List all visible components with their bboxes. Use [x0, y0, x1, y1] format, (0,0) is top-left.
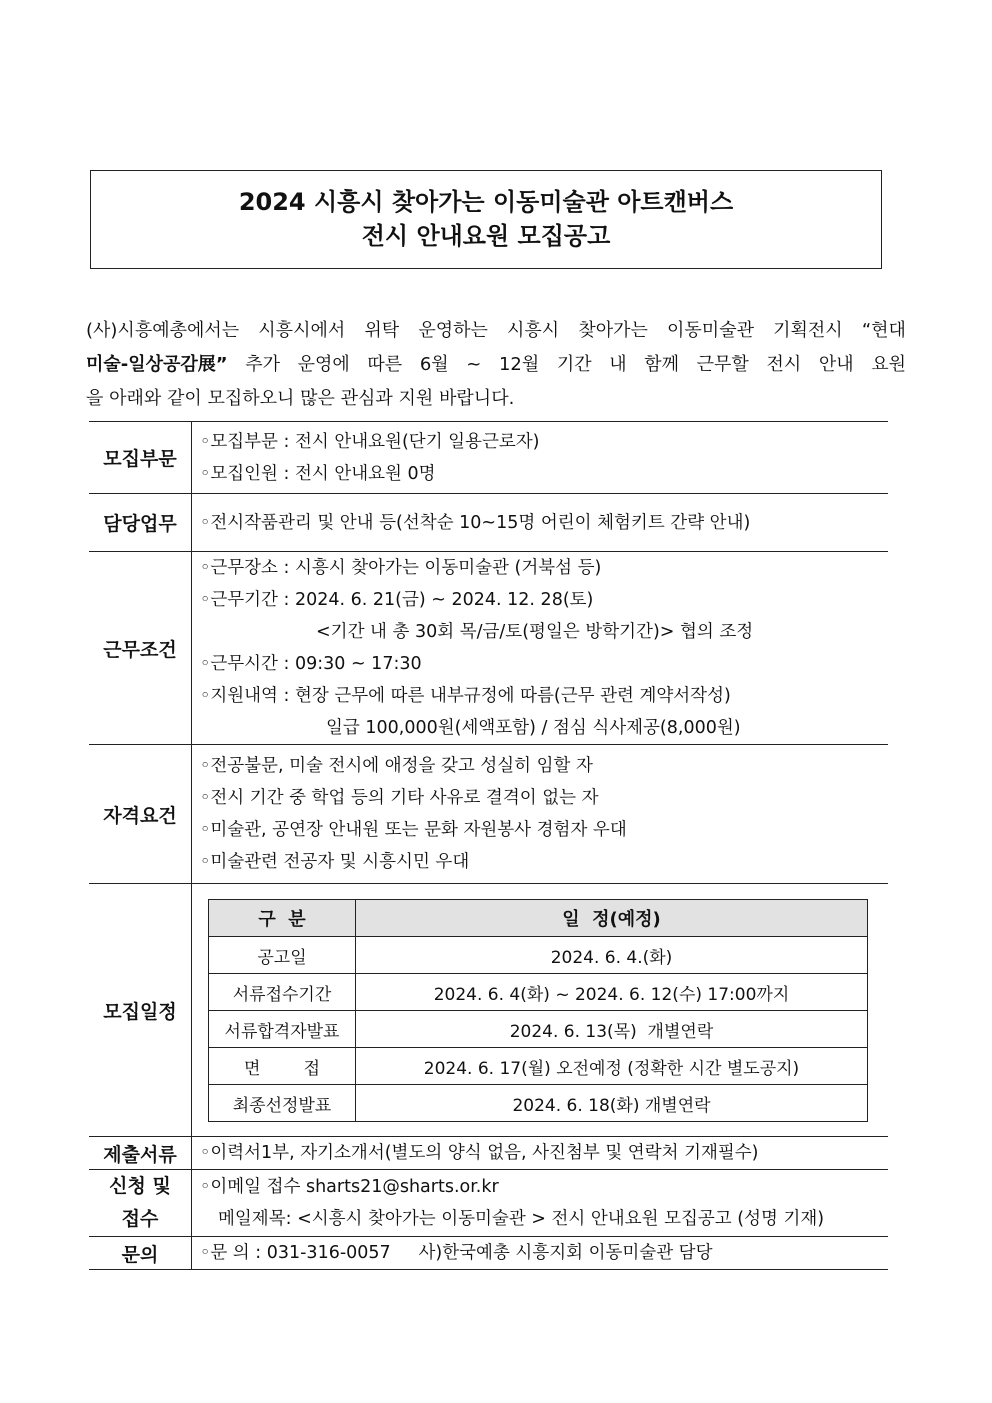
intro-word: 기간	[556, 354, 592, 375]
intro-word: “현대	[861, 320, 906, 341]
intro-word: 찾아가는	[578, 320, 648, 341]
qualification-label: 자격요건	[89, 745, 192, 884]
intro-word: 시흥시에서	[258, 320, 346, 341]
apply-label-line-1: 신청 및	[109, 1175, 171, 1197]
schedule-row	[209, 974, 868, 1011]
apply-label	[89, 1170, 192, 1237]
schedule-date: 2024. 6. 4.(화)	[356, 937, 868, 974]
documents-content	[192, 1137, 889, 1170]
apply-subject: 메일제목: <시흥시 찾아가는 이동미술관 > 전시 안내요원 모집공고 (성명 기재)	[218, 1209, 825, 1229]
row-recruit	[89, 422, 888, 494]
schedule-header-date: 일 정(예정)	[356, 900, 868, 937]
qualification-item: ◦미술관, 공연장 안내원 또는 문화 자원봉사 경험자 우대	[200, 820, 627, 840]
work-place: ◦근무장소 : 시흥시 찾아가는 이동미술관 (거북섬 등)	[200, 558, 602, 578]
intro-word: 시흥시	[507, 320, 560, 341]
conditions-content	[192, 552, 889, 745]
row-conditions	[89, 552, 888, 745]
schedule-category: 면 접	[209, 1048, 356, 1085]
support-details: ◦지원내역 : 현장 근무에 따른 내부규정에 따름(근무 관련 계약서작성)	[200, 686, 731, 706]
title-line-1: 2024 시흥시 찾아가는 이동미술관 아트캔버스	[238, 188, 734, 216]
duty-label: 담당업무	[89, 494, 192, 552]
inquiry-content	[192, 1237, 889, 1270]
conditions-label: 근무조건	[89, 552, 192, 745]
documents-line: ◦이력서1부, 자기소개서(별도의 양식 없음, 사진첨부 및 연락처 기재필수)	[200, 1143, 759, 1163]
intro-word: 전시	[766, 354, 802, 375]
intro-word: 이동미술관	[667, 320, 754, 341]
schedule-row	[209, 937, 868, 974]
schedule-label: 모집일정	[89, 884, 192, 1137]
qualification-content	[192, 745, 889, 884]
schedule-date: 2024. 6. 17(월) 오전예정 (정확한 시간 별도공지)	[356, 1048, 868, 1085]
inquiry-line: ◦문 의 : 031-316-0057 사)한국예총 시흥지회 이동미술관 담당	[200, 1243, 713, 1263]
apply-content	[192, 1170, 889, 1237]
qualification-item: ◦전공불문, 미술 전시에 애정을 갖고 성실히 임할 자	[200, 756, 593, 776]
schedule-category: 서류접수기간	[209, 974, 356, 1011]
intro-word: 기획전시	[773, 320, 843, 341]
qualification-item: ◦전시 기간 중 학업 등의 기타 사유로 결격이 없는 자	[200, 788, 599, 808]
schedule-content	[192, 884, 889, 1137]
apply-email: ◦이메일 접수 sharts21@sharts.or.kr	[200, 1177, 499, 1197]
row-inquiry	[89, 1237, 888, 1270]
recruit-label: 모집부문	[89, 422, 192, 494]
apply-label-line-2: 접수	[121, 1208, 159, 1230]
schedule-row	[209, 1085, 868, 1122]
row-schedule	[89, 884, 888, 1137]
schedule-header	[209, 900, 868, 937]
intro-word: 근무할	[696, 354, 749, 375]
intro-word: 추가	[245, 354, 281, 375]
title-line-2: 전시 안내요원 모집공고	[361, 222, 611, 250]
duty-line: ◦전시작품관리 및 안내 등(선착순 10~15명 어린이 체험키트 간략 안내)	[200, 512, 751, 533]
intro-word: 6월	[419, 354, 449, 375]
schedule-date: 2024. 6. 18(화) 개별연락	[356, 1085, 868, 1122]
intro-word: 운영에	[297, 354, 350, 375]
schedule-row	[209, 1011, 868, 1048]
title-box	[90, 170, 882, 269]
qualification-item: ◦미술관련 전공자 및 시흥시민 우대	[200, 852, 470, 872]
row-duty	[89, 494, 888, 552]
daily-pay: 일급 100,000원(세액포함) / 점심 식사제공(8,000원)	[326, 718, 741, 738]
intro-paragraph	[86, 314, 906, 416]
intro-word: 함께	[644, 354, 680, 375]
intro-word: (사)시흥예총에서는	[86, 320, 240, 341]
schedule-row	[209, 1048, 868, 1085]
inquiry-label: 문의	[89, 1237, 192, 1270]
duty-content	[192, 494, 889, 552]
schedule-category: 공고일	[209, 937, 356, 974]
schedule-date: 2024. 6. 13(목) 개별연락	[356, 1011, 868, 1048]
intro-word: 따른	[367, 354, 403, 375]
intro-line-2	[86, 348, 906, 382]
intro-line-1	[86, 314, 906, 348]
work-hours: ◦근무시간 : 09:30 ~ 17:30	[200, 654, 422, 674]
intro-word: 운영하는	[418, 320, 488, 341]
intro-word: 요원	[871, 354, 906, 375]
schedule-date: 2024. 6. 4(화) ~ 2024. 6. 12(수) 17:00까지	[356, 974, 868, 1011]
schedule-table	[208, 899, 868, 1122]
exhibition-title: 미술-일상공감展”	[86, 354, 228, 375]
schedule-category: 최종선정발표	[209, 1085, 356, 1122]
recruit-count: ◦모집인원 : 전시 안내요원 0명	[200, 463, 436, 484]
intro-word: 위탁	[364, 320, 400, 341]
intro-line-3: 을 아래와 같이 모집하오니 많은 관심과 지원 바랍니다.	[86, 388, 515, 409]
documents-label: 제출서류	[89, 1137, 192, 1170]
row-apply	[89, 1170, 888, 1237]
row-documents	[89, 1137, 888, 1170]
recruit-field: ◦모집부문 : 전시 안내요원(단기 일용근로자)	[200, 431, 540, 452]
schedule-header-category: 구 분	[209, 900, 356, 937]
row-qualification	[89, 745, 888, 884]
work-period-note: <기간 내 총 30회 목/금/토(평일은 방학기간)> 협의 조정	[316, 622, 754, 642]
intro-word: ~	[466, 354, 482, 375]
recruit-content	[192, 422, 889, 494]
work-period: ◦근무기간 : 2024. 6. 21(금) ~ 2024. 12. 28(토)	[200, 590, 594, 610]
intro-word: 12월	[498, 354, 540, 375]
intro-word: 내	[609, 354, 627, 375]
intro-word: 안내	[818, 354, 854, 375]
schedule-category: 서류합격자발표	[209, 1011, 356, 1048]
info-table	[89, 421, 888, 1270]
